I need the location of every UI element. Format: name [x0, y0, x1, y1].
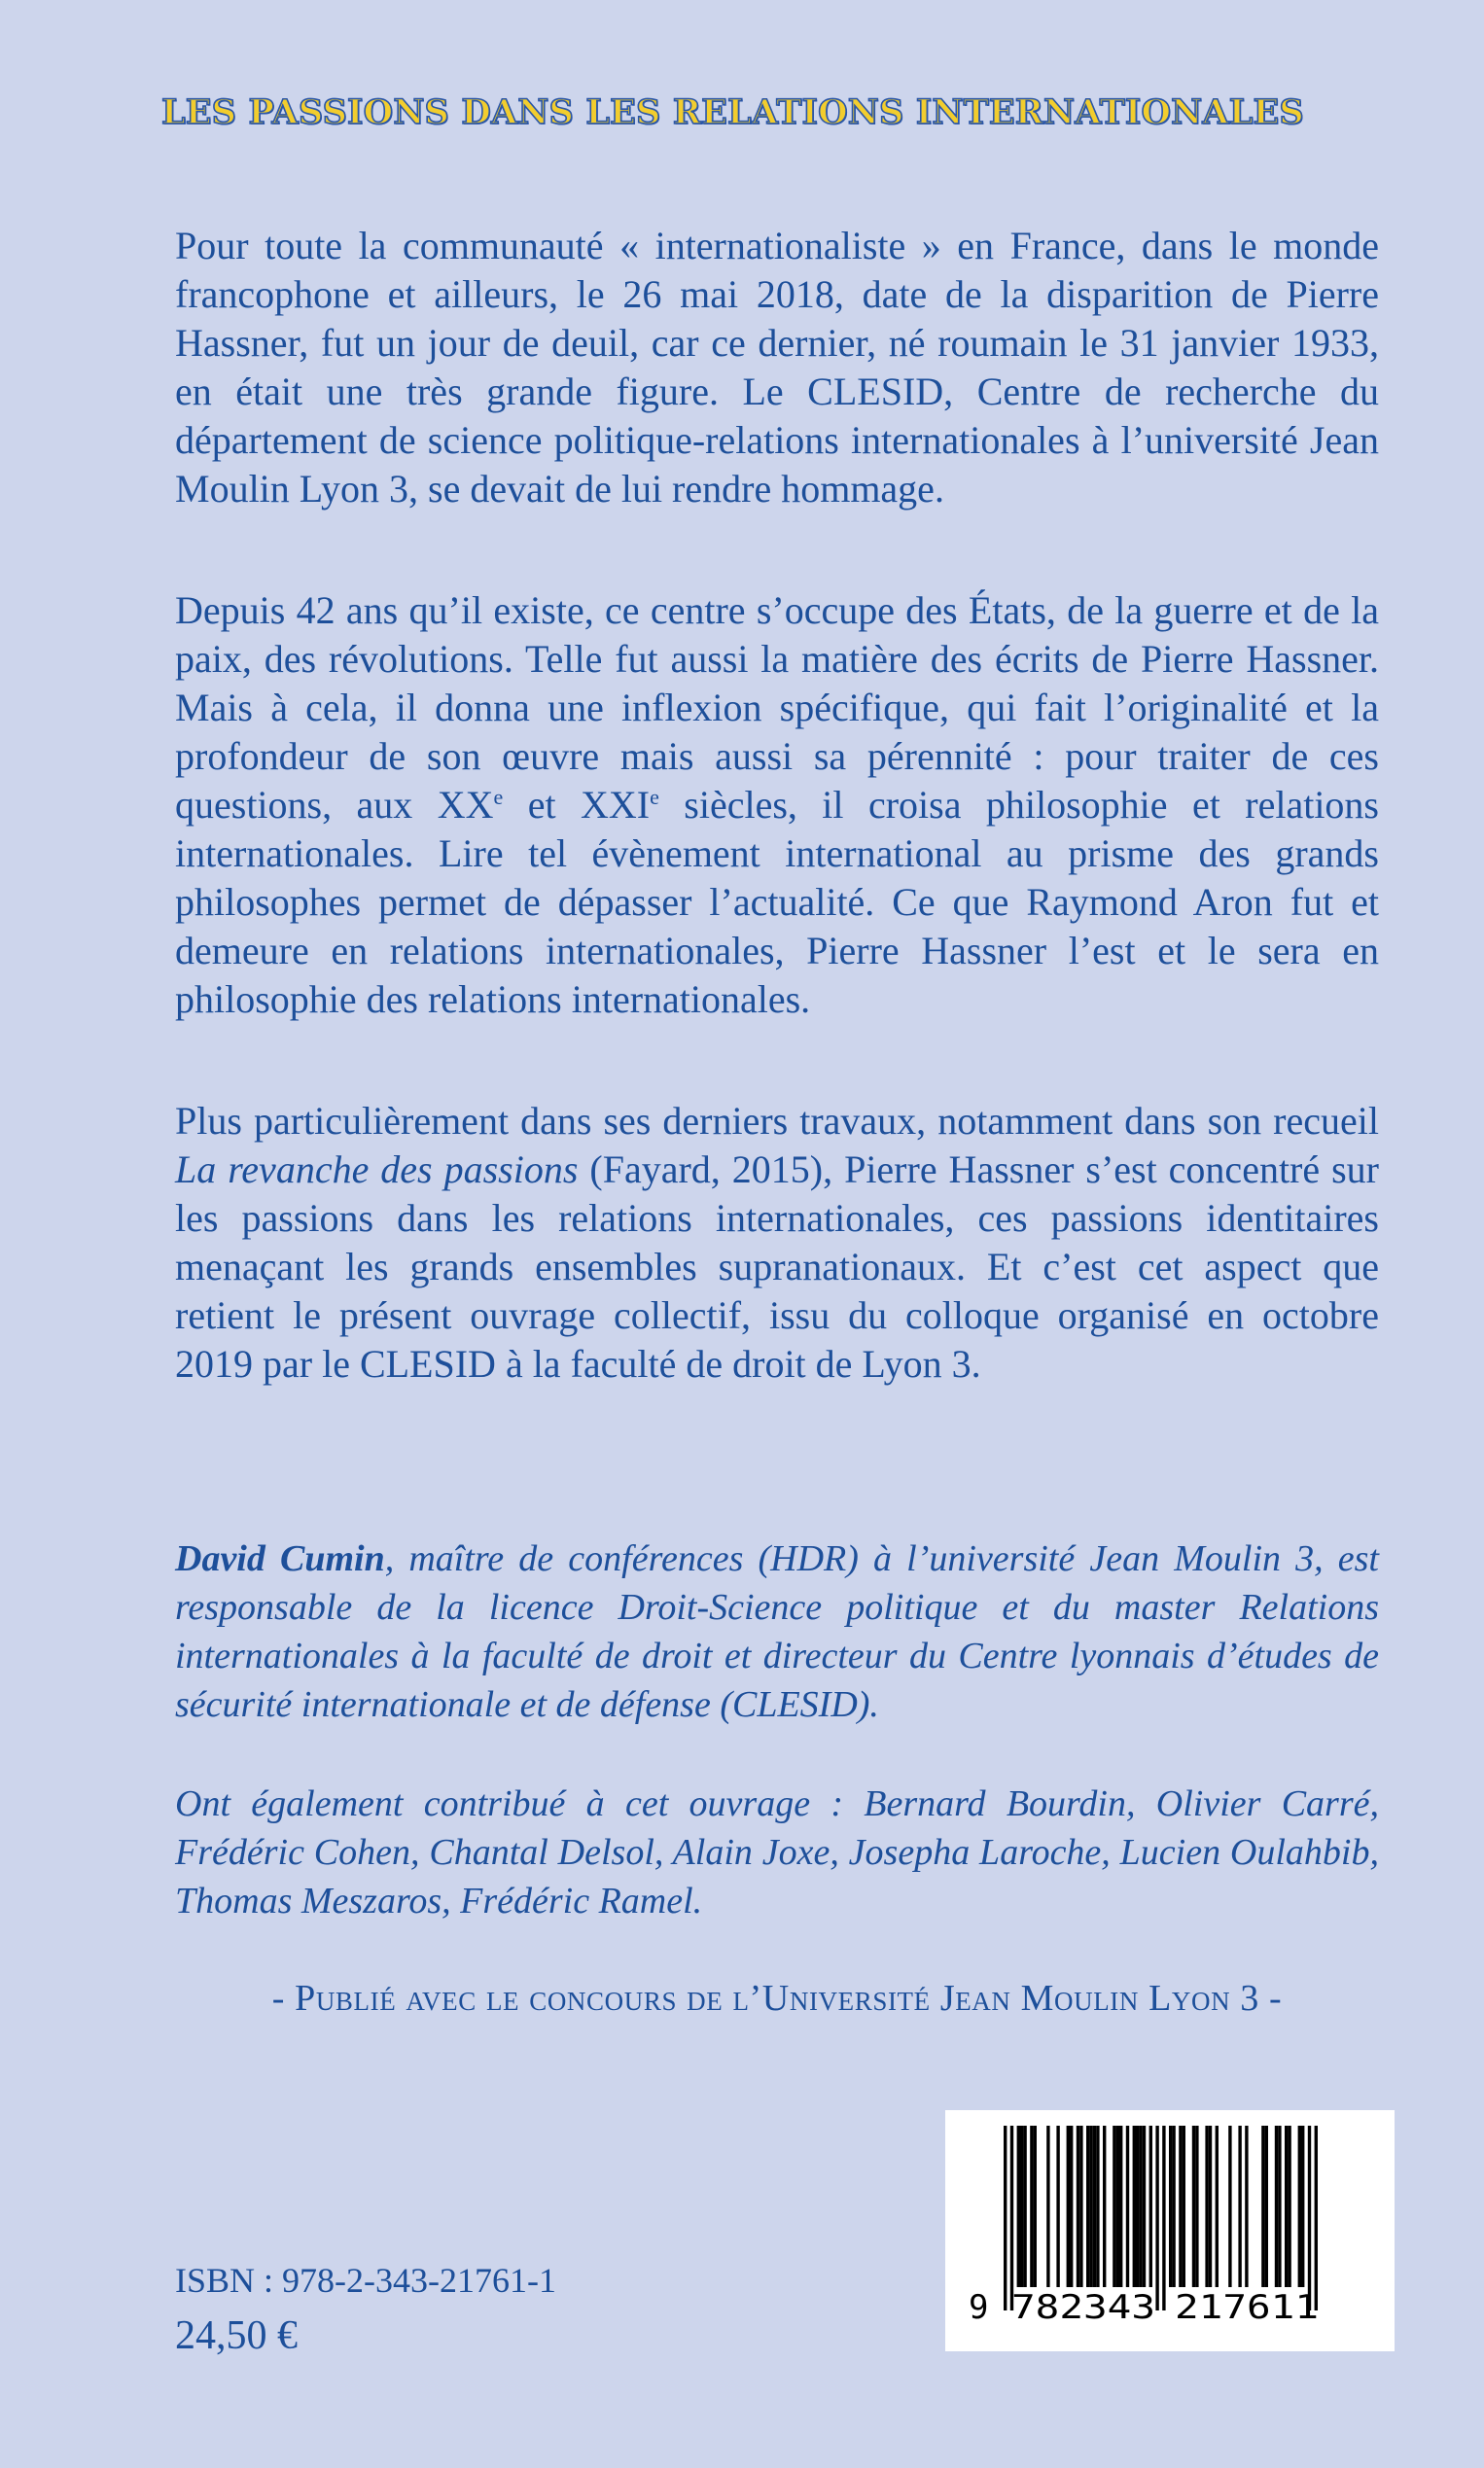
century-superscript-20: e [493, 785, 504, 809]
summary-paragraph-1-text: Pour toute la communauté « internationaliste » en France, dans le monde francophone et ailleurs, le 26 mai 2018, date de la disparition de Pierre Hassner, fut un jour de deuil, car ce dernier, né roumain le 31 janvier 1933, en était une très grande figure. Le CLESID, Centre de recherche du département de science politique-relations internationales à l’université Jean Moulin Lyon 3, se devait de lui rendre hommage. [175, 224, 1379, 511]
barcode-bar [1017, 2126, 1020, 2287]
barcode-bar [1136, 2126, 1139, 2287]
author-name: David Cumin [175, 1538, 385, 1579]
barcode-bar [1183, 2126, 1185, 2287]
book-reference-title: La revanche des passions [175, 1147, 579, 1191]
barcode-bar [1119, 2126, 1122, 2287]
author-bio [175, 1534, 1379, 1729]
barcode-bar [1056, 2126, 1059, 2287]
barcode-bar [1245, 2126, 1248, 2287]
barcode-bar [1298, 2126, 1301, 2287]
barcode-bar [1288, 2126, 1290, 2287]
barcode-bar [1093, 2126, 1096, 2287]
barcode [945, 2110, 1395, 2351]
summary-paragraph-2 [175, 586, 1379, 1024]
barcode-bar [1143, 2126, 1146, 2287]
barcode-bar [1079, 2126, 1082, 2287]
summary-paragraph-1 [175, 222, 1379, 513]
barcode-bar [1034, 2126, 1037, 2287]
barcode-bar [1216, 2126, 1219, 2287]
barcode-bar [1113, 2126, 1115, 2287]
barcode-bar [1228, 2126, 1231, 2287]
barcode-right-digits: 217611 [1175, 2288, 1319, 2327]
barcode-bar [1030, 2126, 1033, 2287]
publication-note: - Publié avec le concours de l’Université Jean Moulin Lyon 3 - [271, 1978, 1283, 2019]
barcode-bar [1139, 2126, 1142, 2287]
barcode-bar [1126, 2126, 1129, 2287]
summary-paragraph-3 [175, 1097, 1379, 1389]
barcode-bar [1116, 2126, 1119, 2287]
barcode-guard-bar [1155, 2126, 1158, 2310]
barcode-bar [1070, 2126, 1073, 2287]
barcode-bar [1020, 2126, 1023, 2287]
barcode-bar [1285, 2126, 1288, 2287]
barcode-graphic [945, 2110, 1395, 2351]
century-superscript-21: e [650, 785, 659, 809]
barcode-bar [1169, 2126, 1172, 2287]
barcode-bar [1172, 2126, 1175, 2287]
barcode-guard-bar [1010, 2126, 1013, 2310]
barcode-bar [1195, 2126, 1198, 2287]
barcode-bar [1192, 2126, 1195, 2287]
barcode-bar [1023, 2126, 1026, 2287]
barcode-bar [1077, 2126, 1079, 2287]
barcode-guard-bar [1308, 2126, 1311, 2310]
book-title: LES PASSIONS DANS LES RELATIONS INTERNATIONALES [161, 92, 1304, 132]
author-bio-text: , maître de conférences (HDR) à l’université Jean Moulin 3, est responsable de la licence Droit-Science politique et du master Relations internationales à la faculté de droit et directeur du Centre lyonnais d’études de sécurité internationale et de défense (CLESID). [175, 1538, 1379, 1725]
summary-paragraph-3-text-b: (Fayard, 2015), Pierre Hassner s’est concentré sur les passions dans les relations internationales, ces passions identitaires menaçant les grands ensembles supranationaux. Et c’est cet aspect que retient le présent ouvrage collectif, issu du colloque organisé en octobre 2019 par le CLESID à la faculté de droit de Lyon 3. [175, 1147, 1379, 1386]
summary-paragraph-3-text-a: Plus particulièrement dans ses derniers travaux, notamment dans son recueil [175, 1099, 1379, 1143]
barcode-bars [1004, 2126, 1318, 2310]
barcode-guard-bar [1004, 2126, 1007, 2310]
barcode-bar [1149, 2126, 1152, 2287]
barcode-bar [1067, 2126, 1070, 2287]
barcode-bar [1265, 2126, 1268, 2287]
barcode-bar [1103, 2126, 1106, 2287]
barcode-bar [1238, 2126, 1241, 2287]
barcode-guard-bar [1162, 2126, 1165, 2310]
barcode-bar [1096, 2126, 1099, 2287]
contributors-list: Ont également contribué à cet ouvrage : Bernard Bourdin, Olivier Carré, Frédéric Cohen, Chantal Delsol, Alain Joxe, Josepha Laroche, Lucien Oulahbib, Thomas Meszaros, Frédéric Ramel. [175, 1783, 1379, 1922]
barcode-bar [1179, 2126, 1182, 2287]
barcode-bar [1261, 2126, 1264, 2287]
summary-paragraph-2-text-c: siècles, il croisa philosophie et relations internationales. Lire tel évènement international au prisme des grands philosophes permet de dépasser l’actualité. Ce que Raymond Aron fut et demeure en relations internationales, Pierre Hassner l’est et le sera en philosophie des relations internationales. [175, 783, 1380, 1021]
barcode-guard-bar [1315, 2126, 1318, 2310]
barcode-bar [1046, 2126, 1049, 2287]
barcode-left-digits: 782343 [1011, 2288, 1155, 2327]
barcode-first-digit: 9 [969, 2288, 989, 2327]
barcode-bar [1209, 2126, 1212, 2287]
barcode-bar [1301, 2126, 1304, 2287]
summary-paragraph-2-text-b: et XXI [503, 783, 651, 827]
barcode-bar [1133, 2126, 1136, 2287]
isbn-number: ISBN : 978-2-343-21761-1 [175, 2261, 556, 2300]
price: 24,50 € [175, 2313, 298, 2358]
summary-paragraph-2-text-a: Depuis 42 ans qu’il existe, ce centre s’occupe des États, de la guerre et de la paix, des révolutions. Telle fut aussi la matière des écrits de Pierre Hassner. Mais à cela, il donna une inflexion spécifique, qui fait l’originalité et la profondeur de son œuvre mais aussi sa pérennité : pour traiter de ces questions, aux XX [175, 588, 1379, 827]
barcode-bar [1205, 2126, 1208, 2287]
barcode-bar [1275, 2126, 1278, 2287]
barcode-bar [1086, 2126, 1089, 2287]
barcode-bar [1089, 2126, 1092, 2287]
barcode-bar [1278, 2126, 1281, 2287]
